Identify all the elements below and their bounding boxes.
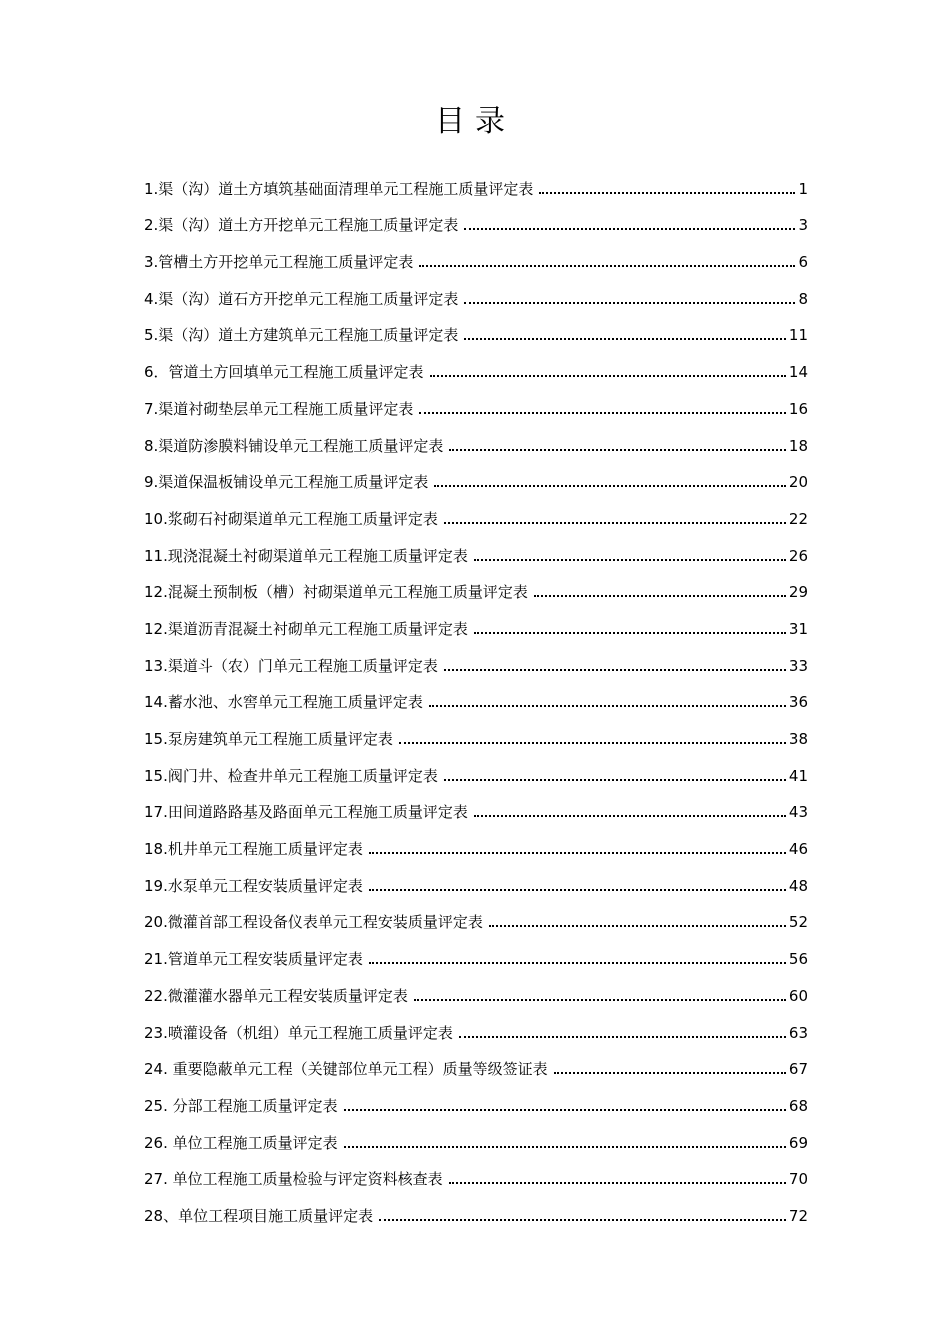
toc-entry-page: 26 (788, 546, 808, 565)
toc-entry-label: 23.喷灌设备（机组）单元工程施工质量评定表 (144, 1023, 453, 1042)
toc-entry-page: 48 (788, 876, 808, 895)
toc-dot-leader (444, 522, 786, 524)
toc-entry-label: 14.蓄水池、水窖单元工程施工质量评定表 (144, 693, 423, 712)
toc-entry[interactable] (144, 639, 808, 676)
toc-dot-leader (449, 449, 786, 451)
toc-entry-label: 15.泵房建筑单元工程施工质量评定表 (144, 730, 393, 748)
toc-entry[interactable] (144, 1153, 808, 1190)
toc-entry-label: 8.渠道防渗膜料铺设单元工程施工质量评定表 (144, 436, 444, 455)
toc-entry-page: 68 (788, 1096, 808, 1115)
toc-entry-page: 63 (788, 1023, 808, 1042)
toc-entry-page: 67 (788, 1060, 808, 1079)
toc-entry[interactable] (144, 162, 808, 199)
toc-entry-page: 36 (788, 693, 808, 712)
toc-entry-page: 72 (788, 1206, 808, 1225)
toc-dot-leader (419, 265, 795, 267)
toc-entry-page: 22 (788, 509, 808, 528)
toc-entry-page: 31 (788, 619, 808, 638)
toc-entry[interactable] (144, 1189, 808, 1226)
toc-entry-page: 60 (788, 986, 808, 1005)
toc-entry-page: 41 (788, 766, 808, 785)
toc-entry-label: 4.渠（沟）道石方开挖单元工程施工质量评定表 (144, 289, 459, 308)
toc-entry-page: 52 (788, 913, 808, 932)
toc-dot-leader (449, 1182, 786, 1184)
toc-entry[interactable] (144, 822, 808, 859)
toc-entry[interactable] (144, 566, 808, 603)
toc-entry[interactable] (144, 749, 808, 786)
toc-entry-label: 3.管槽土方开挖单元工程施工质量评定表 (144, 253, 414, 272)
toc-dot-leader (379, 1219, 786, 1221)
toc-dot-leader (464, 228, 795, 230)
toc-dot-leader (489, 925, 786, 927)
toc-entry[interactable] (144, 712, 808, 749)
toc-entry[interactable] (144, 786, 808, 823)
toc-entry[interactable] (144, 529, 808, 566)
toc-entry-label: 21.管道单元工程安装质量评定表 (144, 950, 363, 969)
toc-dot-leader (399, 742, 786, 744)
toc-entry-label: 25. 分部工程施工质量评定表 (144, 1096, 338, 1115)
toc-dot-leader (554, 1072, 786, 1074)
toc-entry[interactable] (144, 1043, 808, 1080)
toc-entry-page: 29 (788, 583, 808, 602)
toc-entry-label: 13.渠道斗（农）门单元工程施工质量评定表 (144, 656, 438, 675)
toc-dot-leader (369, 889, 786, 891)
toc-dot-leader (444, 779, 786, 781)
toc-entry[interactable] (144, 382, 808, 419)
toc-dot-leader (430, 375, 786, 377)
toc-entry-label: 24. 重要隐蔽单元工程（关键部位单元工程）质量等级签证表 (144, 1060, 548, 1079)
toc-list (144, 162, 808, 1226)
toc-entry-page: 56 (788, 950, 808, 969)
toc-entry-page: 16 (788, 399, 808, 418)
toc-entry[interactable] (144, 896, 808, 933)
toc-entry-label: 9.渠道保温板铺设单元工程施工质量评定表 (144, 473, 429, 492)
toc-dot-leader (474, 559, 786, 561)
toc-dot-leader (464, 338, 786, 340)
toc-entry-label: 28、单位工程项目施工质量评定表 (144, 1206, 374, 1225)
toc-entry[interactable] (144, 859, 808, 896)
toc-entry-label: 10.浆砌石衬砌渠道单元工程施工质量评定表 (144, 509, 438, 528)
toc-entry-label: 26. 单位工程施工质量评定表 (144, 1133, 338, 1152)
toc-entry[interactable] (144, 969, 808, 1006)
toc-entry-page: 6 (798, 253, 808, 272)
toc-dot-leader (534, 595, 786, 597)
toc-entry[interactable] (144, 492, 808, 529)
toc-entry[interactable] (144, 932, 808, 969)
toc-entry-label: 6．管道土方回填单元工程施工质量评定表 (144, 363, 424, 382)
toc-entry-label: 18.机井单元工程施工质量评定表 (144, 840, 363, 859)
toc-entry-page: 14 (788, 363, 808, 382)
toc-entry-label: 12.渠道沥青混凝土衬砌单元工程施工质量评定表 (144, 619, 468, 638)
toc-entry[interactable] (144, 1079, 808, 1116)
toc-entry-page: 38 (788, 730, 808, 748)
toc-dot-leader (539, 192, 795, 194)
toc-entry[interactable] (144, 235, 808, 272)
toc-entry-label: 2.渠（沟）道土方开挖单元工程施工质量评定表 (144, 216, 459, 235)
toc-entry-label: 11.现浇混凝土衬砌渠道单元工程施工质量评定表 (144, 546, 468, 565)
toc-entry-label: 20.微灌首部工程设备仪表单元工程安装质量评定表 (144, 913, 483, 932)
toc-dot-leader (419, 412, 786, 414)
toc-entry[interactable] (144, 309, 808, 346)
toc-entry-page: 3 (798, 216, 808, 235)
toc-entry-label: 19.水泵单元工程安装质量评定表 (144, 876, 363, 895)
toc-entry-label: 17.田间道路路基及路面单元工程施工质量评定表 (144, 803, 468, 822)
toc-entry-page: 20 (788, 473, 808, 492)
toc-entry[interactable] (144, 272, 808, 309)
toc-entry-page: 70 (788, 1170, 808, 1189)
toc-entry[interactable] (144, 1116, 808, 1153)
toc-dot-leader (444, 669, 786, 671)
toc-entry[interactable] (144, 199, 808, 236)
toc-entry[interactable] (144, 676, 808, 713)
toc-entry-label: 1.渠（沟）道土方填筑基础面清理单元工程施工质量评定表 (144, 179, 534, 198)
toc-entry-label: 12.混凝土预制板（槽）衬砌渠道单元工程施工质量评定表 (144, 583, 528, 602)
toc-dot-leader (369, 852, 786, 854)
toc-dot-leader (464, 302, 795, 304)
toc-entry[interactable] (144, 345, 808, 382)
toc-entry-page: 11 (788, 326, 808, 345)
toc-entry-label: 5.渠（沟）道土方建筑单元工程施工质量评定表 (144, 326, 459, 345)
toc-dot-leader (344, 1109, 786, 1111)
toc-dot-leader (344, 1146, 786, 1148)
toc-entry[interactable] (144, 1006, 808, 1043)
toc-dot-leader (414, 999, 786, 1001)
toc-title: 目录 (435, 104, 515, 139)
toc-entry-label: 7.渠道衬砌垫层单元工程施工质量评定表 (144, 399, 414, 418)
toc-entry[interactable] (144, 456, 808, 493)
toc-entry-page: 1 (798, 179, 808, 198)
toc-entry-page: 69 (788, 1133, 808, 1152)
toc-entry-page: 8 (798, 289, 808, 308)
toc-dot-leader (429, 705, 786, 707)
toc-entry[interactable] (144, 419, 808, 456)
toc-entry-page: 18 (788, 436, 808, 455)
toc-entry[interactable] (144, 602, 808, 639)
toc-entry-label: 27. 单位工程施工质量检验与评定资料核查表 (144, 1170, 443, 1189)
toc-dot-leader (369, 962, 786, 964)
toc-entry-label: 22.微灌灌水器单元工程安装质量评定表 (144, 986, 408, 1005)
toc-dot-leader (474, 815, 786, 817)
toc-dot-leader (474, 632, 786, 634)
toc-entry-page: 33 (788, 656, 808, 675)
toc-entry-page: 46 (788, 840, 808, 859)
toc-dot-leader (434, 485, 786, 487)
toc-dot-leader (459, 1036, 786, 1038)
toc-entry-page: 43 (788, 803, 808, 822)
toc-entry-label: 15.阀门井、检查井单元工程施工质量评定表 (144, 766, 438, 785)
